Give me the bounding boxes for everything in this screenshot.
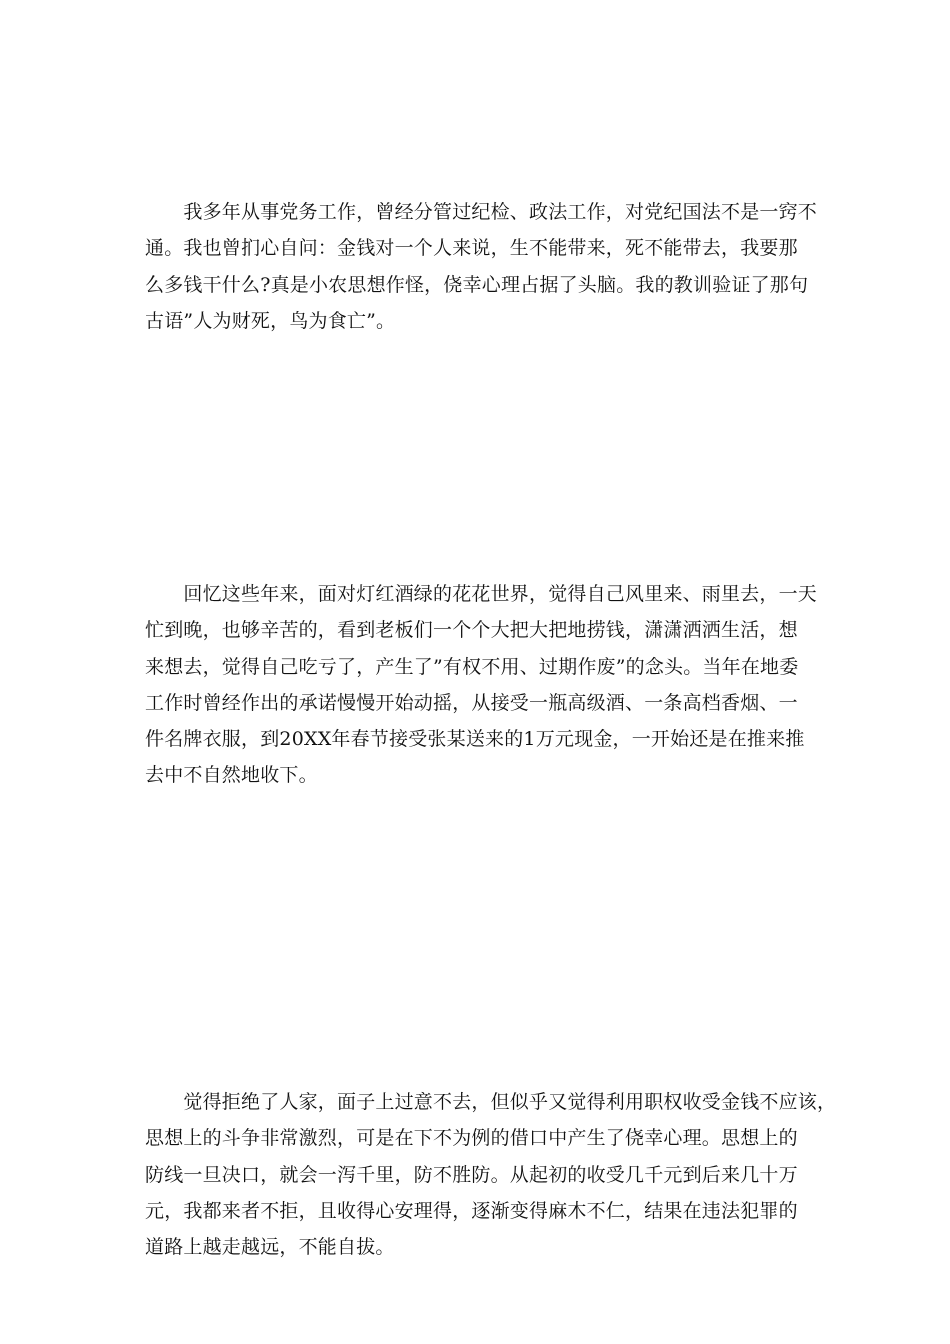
paragraph-line: 回忆这些年来，面对灯红酒绿的花花世界，觉得自己风里来、雨里去，一天	[145, 583, 818, 605]
paragraph-line: 觉得拒绝了人家，面子上过意不去，但似乎又觉得利用职权收受金钱不应该，	[145, 1091, 837, 1113]
paragraph-line: 通。我也曾扪心自问：金钱对一个人来说，生不能带来，死不能带去，我要那	[145, 237, 798, 260]
paragraph-line: 古语”人为财死，鸟为食亡”。	[145, 309, 396, 332]
paragraph-line: 来想去，觉得自己吃亏了，产生了”有权不用、过期作废”的念头。当年在地委	[145, 655, 799, 678]
paragraph-line: 防线一旦决口，就会一泻千里，防不胜防。从起初的收受几千元到后来几十万	[145, 1163, 798, 1186]
paragraph-line: 工作时曾经作出的承诺慢慢开始动摇，从接受一瓶高级酒、一条高档香烟、一	[145, 691, 798, 714]
paragraph-1	[145, 194, 818, 339]
paragraph-2	[145, 576, 818, 794]
paragraph-line: 件名牌衣服，到20XX年春节接受张某送来的1万元现金，一开始还是在推来推	[145, 728, 805, 751]
paragraph-line: 么多钱干什么?真是小农思想作怪，侥幸心理占据了头脑。我的教训验证了那句	[145, 273, 809, 296]
paragraph-3	[145, 1084, 837, 1265]
paragraph-line: 忙到晚，也够辛苦的，看到老板们一个个大把大把地捞钱，潇潇洒洒生活，想	[145, 619, 798, 642]
paragraph-line: 思想上的斗争非常激烈，可是在下不为例的借口中产生了侥幸心理。思想上的	[145, 1127, 798, 1150]
paragraph-line: 去中不自然地收下。	[145, 764, 318, 787]
paragraph-line: 我多年从事党务工作，曾经分管过纪检、政法工作，对党纪国法不是一窍不	[145, 201, 818, 223]
paragraph-line: 元，我都来者不拒，且收得心安理得，逐渐变得麻木不仁，结果在违法犯罪的	[145, 1199, 798, 1222]
paragraph-line: 道路上越走越远，不能自拔。	[145, 1236, 395, 1259]
